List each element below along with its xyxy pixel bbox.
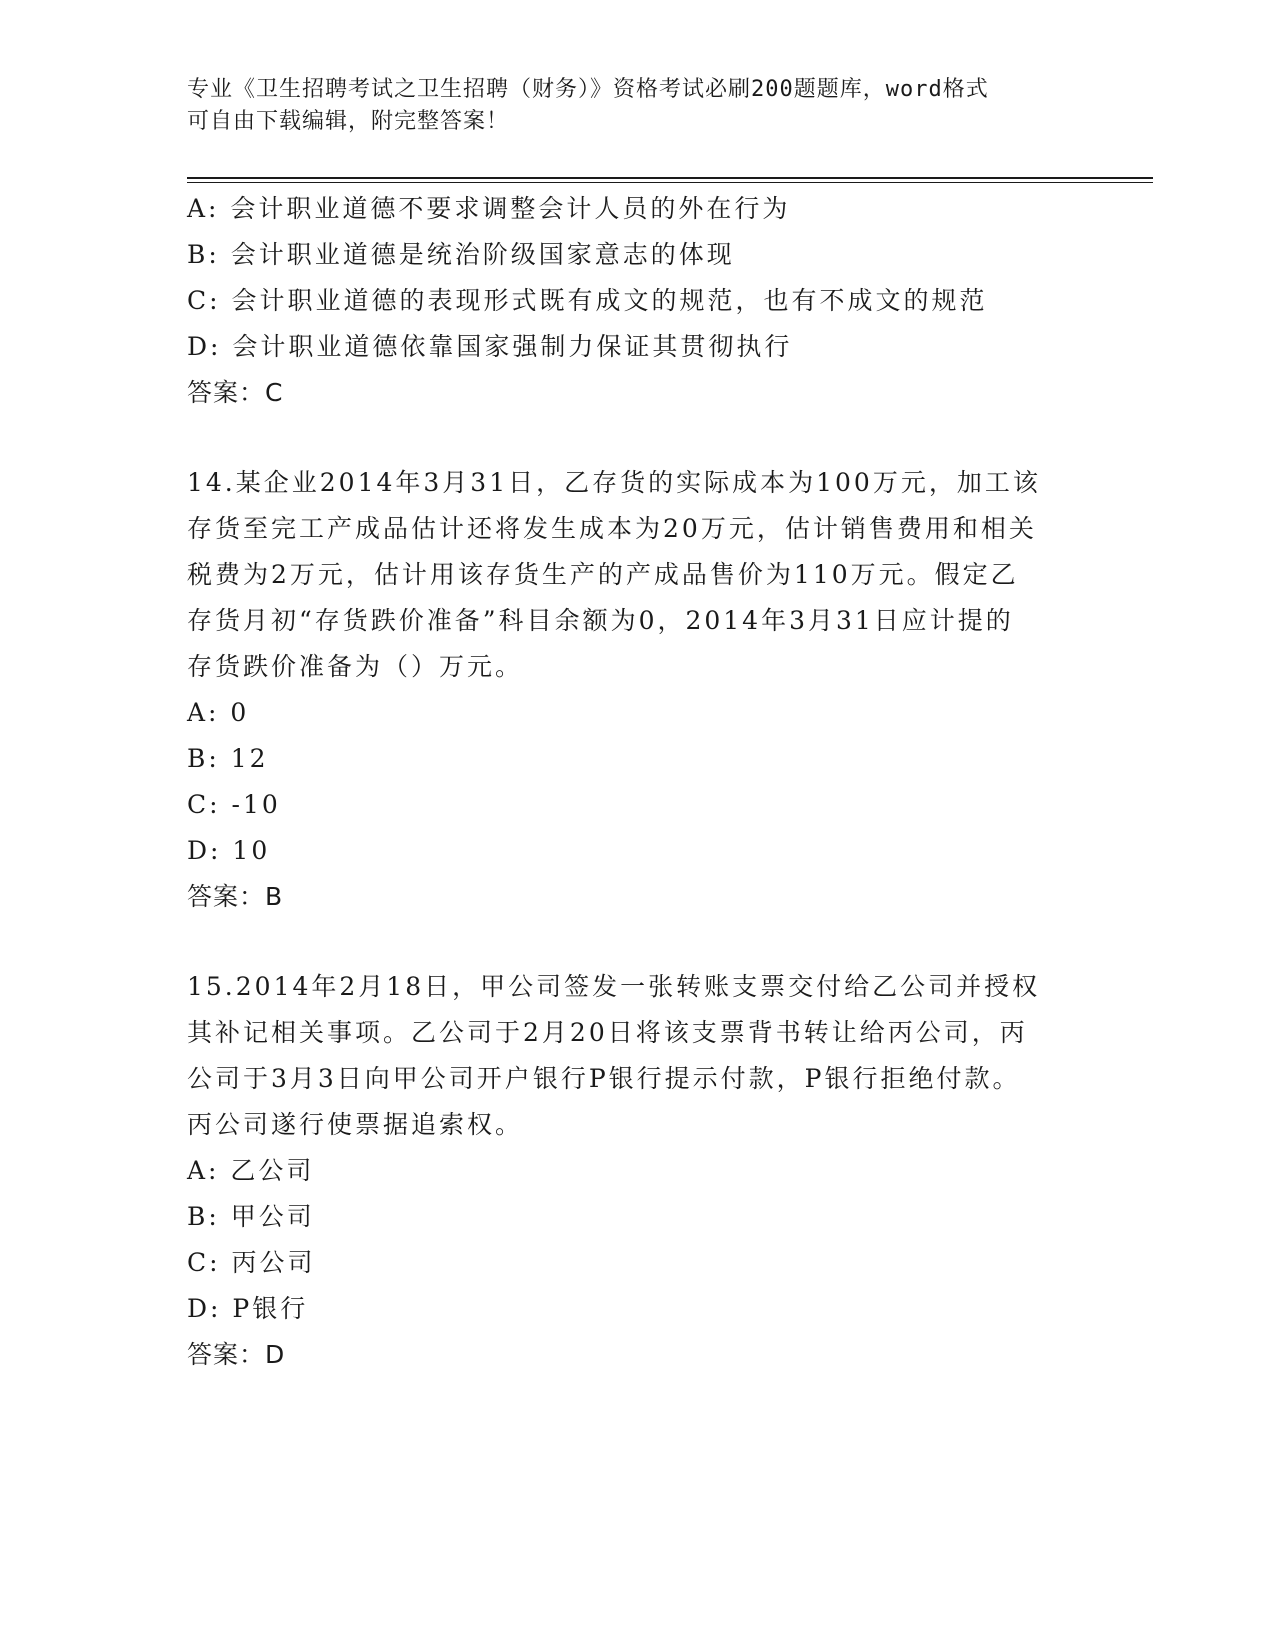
option-b: B: 甲公司	[187, 1202, 315, 1231]
spacer	[187, 920, 1067, 964]
option-c: C: -10	[187, 790, 281, 819]
question-13	[187, 186, 1067, 416]
option-a: A: 会计职业道德不要求调整会计人员的外在行为	[187, 194, 791, 223]
option-c: C: 会计职业道德的表现形式既有成文的规范，也有不成文的规范	[187, 286, 988, 315]
document-header	[187, 74, 1067, 138]
option-d: D: 10	[187, 836, 271, 865]
answer-label: 答案：B	[187, 882, 284, 911]
question-stem-line: 14.某企业2014年3月31日，乙存货的实际成本为100万元，加工该	[187, 468, 1041, 497]
question-stem-line: 其补记相关事项。乙公司于2月20日将该支票背书转让给丙公司，丙	[187, 1018, 1028, 1047]
option-d: D: P银行	[187, 1294, 309, 1323]
question-stem-line: 公司于3月3日向甲公司开户银行P银行提示付款，P银行拒绝付款。	[187, 1064, 1021, 1093]
question-14	[187, 460, 1067, 920]
option-d: D: 会计职业道德依靠国家强制力保证其贯彻执行	[187, 332, 793, 361]
answer-label: 答案：C	[187, 378, 284, 407]
question-15	[187, 964, 1067, 1378]
question-stem-line: 丙公司遂行使票据追索权。	[187, 1110, 524, 1139]
question-stem-line: 存货跌价准备为（）万元。	[187, 652, 524, 681]
option-c: C: 丙公司	[187, 1248, 316, 1277]
answer-label: 答案：D	[187, 1340, 286, 1369]
question-stem-line: 税费为2万元，估计用该存货生产的产成品售价为110万元。假定乙	[187, 560, 1019, 589]
header-divider-thin	[187, 182, 1153, 183]
option-a: A: 乙公司	[187, 1156, 315, 1185]
question-stem-line: 存货月初“存货跌价准备”科目余额为0，2014年3月31日应计提的	[187, 606, 1014, 635]
header-line-2: 可自由下载编辑，附完整答案！	[187, 109, 510, 134]
option-b: B: 会计职业道德是统治阶级国家意志的体现	[187, 240, 735, 269]
question-content	[187, 186, 1067, 1378]
question-stem-line: 15.2014年2月18日，甲公司签发一张转账支票交付给乙公司并授权	[187, 972, 1041, 1001]
option-a: A: 0	[187, 698, 250, 727]
header-line-1: 专业《卫生招聘考试之卫生招聘（财务）》资格考试必刷200题题库，word格式	[187, 77, 989, 102]
header-divider-thick	[187, 177, 1153, 179]
option-b: B: 12	[187, 744, 269, 773]
question-stem-line: 存货至完工产成品估计还将发生成本为20万元，估计销售费用和相关	[187, 514, 1037, 543]
spacer	[187, 416, 1067, 460]
